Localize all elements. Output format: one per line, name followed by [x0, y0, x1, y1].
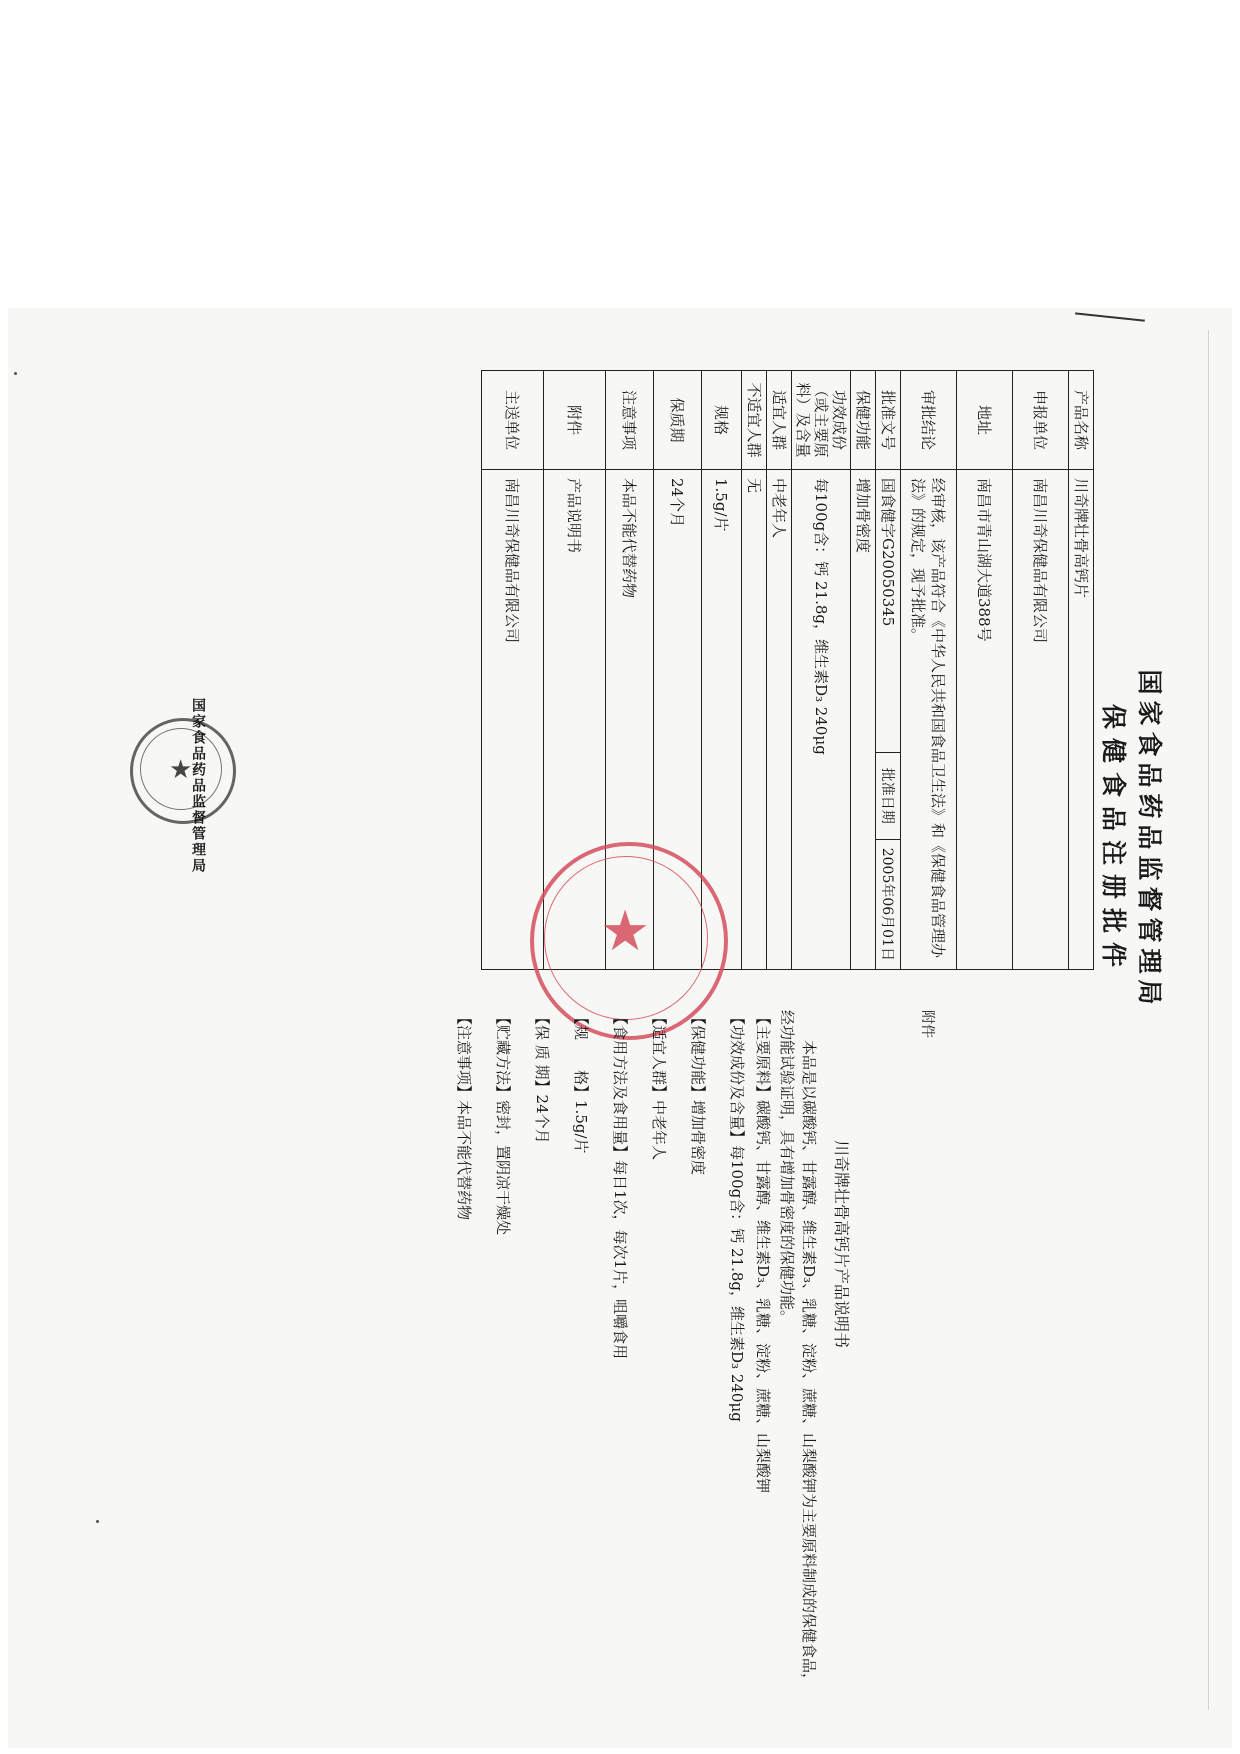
appendix-label: 附件: [919, 1010, 935, 1038]
row-label: 附件: [544, 371, 606, 470]
item-value: 碳酸钙、甘露醇、维生素D₃、乳糖、淀粉、蔗糖、山梨酸钾: [754, 1100, 772, 1494]
table-row: [1069, 371, 1094, 970]
list-item: [687, 1010, 709, 1700]
item-value: 密封，置阴凉干燥处: [494, 1100, 512, 1236]
row-label: 申报单位: [1013, 371, 1069, 470]
table-row: [851, 371, 876, 970]
item-key: 【规 格】: [572, 1010, 590, 1101]
row-label: 适宜人群: [767, 371, 792, 470]
table-row: [742, 371, 767, 970]
item-value: 1.5g/片: [572, 1100, 590, 1154]
table-row: [876, 371, 901, 970]
item-key: 【保 质 期】: [533, 1010, 551, 1095]
item-value: 本品不能代替药物: [455, 1100, 473, 1221]
row-label: 保健功能: [851, 371, 876, 470]
row-value: 1.5g/片: [702, 470, 742, 970]
item-key: 【功效成份及含量】: [728, 1010, 746, 1146]
row-value: 川奇牌壮骨高钙片: [1069, 470, 1094, 970]
item-value: 中老年人: [650, 1100, 668, 1161]
item-key: 【注意事项】: [455, 1010, 473, 1101]
row-label: 产品名称: [1069, 371, 1094, 470]
table-row: [702, 371, 742, 970]
table-row: [1013, 371, 1069, 970]
authority-seal: [130, 718, 236, 824]
star-icon: ★: [169, 755, 193, 785]
row-value: 增加骨密度: [851, 470, 876, 970]
row-value: 南昌川奇保健品有限公司: [1013, 470, 1069, 970]
row-value: 产品说明书: [544, 470, 606, 970]
list-item: [752, 1010, 774, 1700]
list-item: [492, 1010, 514, 1700]
document-title: 保健食品注册批件: [1099, 703, 1128, 976]
approval-date-label: 批准日期: [876, 752, 901, 839]
row-value: 本品不能代替药物: [606, 470, 654, 970]
row-value: 每100g含：钙 21.8g，维生素D₃ 240μg: [792, 470, 851, 970]
row-value: 中老年人: [767, 470, 792, 970]
table-row: [957, 371, 1013, 970]
item-key: 【食用方法及食用量】: [611, 1010, 629, 1161]
description-body: [436, 1010, 820, 1700]
row-label: 不适宜人群: [742, 371, 767, 470]
item-key: 【保健功能】: [689, 1010, 707, 1101]
row-value: 经审核，该产品符合《中华人民共和国食品卫生法》和《保健食品管理办法》的规定，现予批准。: [901, 470, 957, 970]
row-label: 审批结论: [901, 371, 957, 470]
list-item: [609, 1010, 631, 1700]
item-key: 【适宜人群】: [650, 1010, 668, 1101]
row-value: 南昌川奇保健品有限公司: [482, 470, 544, 970]
issuer-title: 国家食品药品监督管理局: [1135, 669, 1164, 1011]
item-value: 24个月: [533, 1094, 551, 1144]
row-label: 规格: [702, 371, 742, 470]
list-item: [531, 1010, 553, 1700]
item-value: 每日1次，每次1片，咀嚼食用: [611, 1160, 629, 1360]
star-icon: ★: [600, 899, 651, 964]
list-item: [726, 1010, 748, 1700]
row-label: 功效成份（或主要原料）及含量: [792, 371, 851, 470]
table-row: [901, 371, 957, 970]
table-row: [792, 371, 851, 970]
row-label: 注意事项: [606, 371, 654, 470]
list-item: [570, 1010, 592, 1700]
list-item: [453, 1010, 475, 1700]
table-row: [767, 371, 792, 970]
row-label: 保质期: [654, 371, 702, 470]
approval-date-value: 2005年06月01日: [876, 839, 901, 969]
row-value: 南昌市青山湖大道388号: [957, 470, 1013, 970]
item-key: 【主要原料】: [754, 1010, 772, 1101]
list-item: [648, 1010, 670, 1700]
item-value: 每100g含：钙 21.8g，维生素D₃ 240μg: [728, 1145, 746, 1422]
row-label: 主送单位: [482, 371, 544, 470]
description-title: 川奇牌壮骨高钙片产品说明书: [832, 1140, 851, 1349]
row-label: 地址: [957, 371, 1013, 470]
seal-issuer-text: 国家食品药品监督管理局: [190, 698, 206, 874]
product-description: [378, 1010, 938, 1700]
scan-speck: [96, 1520, 99, 1523]
row-value: 24个月: [654, 470, 702, 970]
scan-speck: [14, 372, 17, 375]
row-value: 无: [742, 470, 767, 970]
scan-edge: [1208, 330, 1209, 1710]
item-value: 增加骨密度: [689, 1100, 707, 1176]
row-value: 国食健字G20050345: [876, 470, 901, 753]
item-key: 【贮藏方法】: [494, 1010, 512, 1101]
row-label: 批准文号: [876, 371, 901, 470]
table-row: [482, 371, 544, 970]
description-intro: 本品是以碳酸钙、甘露醇、维生素D₃、乳糖、淀粉、蔗糖、山梨酸钾为主要原料制成的保健食品，经功能试验证明，具有增加骨密度的保健功能。: [778, 1010, 818, 1689]
